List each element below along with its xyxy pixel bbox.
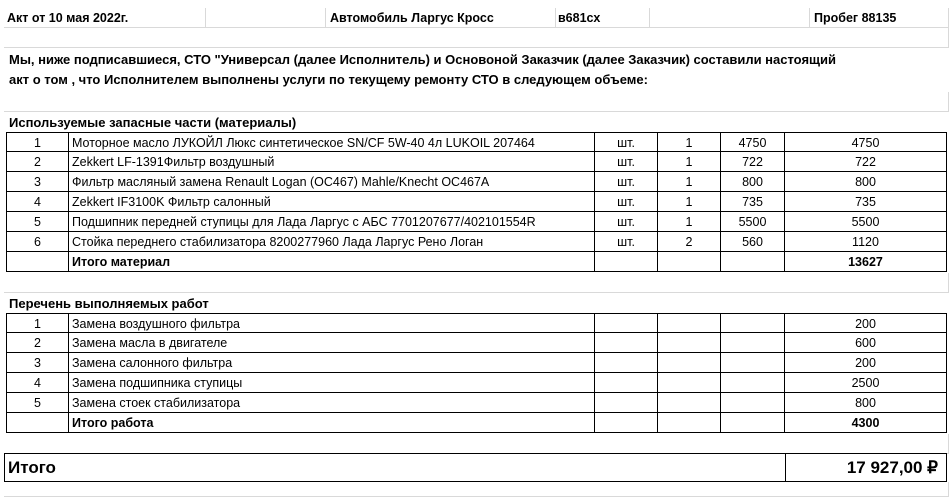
works-section-title[interactable]: Перечень выполняемых работ [9,296,209,311]
work-sum[interactable]: 800 [785,393,947,413]
part-price[interactable]: 735 [721,192,785,212]
part-sum[interactable]: 735 [785,192,947,212]
table-row [0,353,949,373]
part-price[interactable]: 800 [721,172,785,192]
part-qty[interactable]: 2 [658,232,721,252]
work-sum[interactable]: 200 [785,313,947,333]
table-row [0,192,949,212]
work-sum[interactable]: 200 [785,353,947,373]
row-number[interactable]: 4 [6,192,69,212]
car-model[interactable]: Автомобиль Ларгус Кросс [326,8,556,28]
parts-total-label[interactable]: Итого материал [69,252,595,272]
table-row [0,172,949,192]
part-qty[interactable]: 1 [658,152,721,172]
table-row [0,333,949,353]
table-row [0,212,949,232]
works-total-label[interactable]: Итого работа [69,413,595,433]
part-unit[interactable]: шт. [595,212,658,232]
row-number[interactable]: 2 [6,152,69,172]
work-name[interactable]: Замена подшипника ступицы [69,373,595,393]
part-price[interactable]: 4750 [721,132,785,152]
part-sum[interactable]: 5500 [785,212,947,232]
part-price[interactable]: 5500 [721,212,785,232]
part-name[interactable]: Моторное масло ЛУКОЙЛ Люкс синтетическое SN/CF 5W-40 4л LUKOIL 207464 [69,132,595,152]
works-total-value[interactable]: 4300 [785,413,947,433]
row-number[interactable]: 2 [6,333,69,353]
part-sum[interactable]: 4750 [785,132,947,152]
works-total-row [0,413,949,433]
part-unit[interactable]: шт. [595,192,658,212]
mileage[interactable]: Пробег 88135 [810,8,949,28]
row-number[interactable]: 1 [6,132,69,152]
part-qty[interactable]: 1 [658,212,721,232]
row-number[interactable]: 1 [6,313,69,333]
parts-section-title[interactable]: Используемые запасные части (материалы) [9,115,297,130]
work-name[interactable]: Замена стоек стабилизатора [69,393,595,413]
parts-total-row [0,252,949,272]
part-name[interactable]: Стойка переднего стабилизатора 8200277960 Лада Ларгус Рено Логан [69,232,595,252]
part-qty[interactable]: 1 [658,132,721,152]
parts-total-value[interactable]: 13627 [785,252,947,272]
car-plate[interactable]: в681сх [556,8,650,28]
table-row [0,232,949,252]
row-number[interactable]: 3 [6,353,69,373]
row-number[interactable]: 5 [6,212,69,232]
part-price[interactable]: 722 [721,152,785,172]
table-row [0,373,949,393]
row-number[interactable]: 5 [6,393,69,413]
row-number[interactable]: 4 [6,373,69,393]
row-number[interactable]: 3 [6,172,69,192]
table-row [0,313,949,333]
part-sum[interactable]: 800 [785,172,947,192]
part-qty[interactable]: 1 [658,192,721,212]
work-name[interactable]: Замена салонного фильтра [69,353,595,373]
header-row [0,8,949,28]
intro-line-2[interactable]: акт о том , что Исполнителем выполнены услуги по текущему ремонту СТО в следующем объеме: [9,72,648,87]
part-name[interactable]: Zekkert IF3100K Фильтр салонный [69,192,595,212]
grand-total-label[interactable]: Итого [4,453,786,482]
part-name[interactable]: Фильтр масляный замена Renault Logan (OC467) Mahle/Knecht OC467A [69,172,595,192]
part-unit[interactable]: шт. [595,132,658,152]
table-row [0,152,949,172]
work-sum[interactable]: 2500 [785,373,947,393]
part-unit[interactable]: шт. [595,232,658,252]
row-number[interactable]: 6 [6,232,69,252]
part-name[interactable]: Zekkert LF-1391Фильтр воздушный [69,152,595,172]
act-date[interactable]: Акт от 10 мая 2022г. [4,8,206,28]
table-row [0,132,949,152]
part-unit[interactable]: шт. [595,172,658,192]
part-name[interactable]: Подшипник передней ступицы для Лада Ларгус с АБС 7701207677/402101554R [69,212,595,232]
work-name[interactable]: Замена воздушного фильтра [69,313,595,333]
part-price[interactable]: 560 [721,232,785,252]
intro-line-1[interactable]: Мы, ниже подписавшиеся, СТО "Универсал (далее Исполнитель) и Основоной Заказчик (далее Заказчик) составили настоящий [9,52,836,67]
work-name[interactable]: Замена масла в двигателе [69,333,595,353]
grand-total-row [0,453,949,482]
part-unit[interactable]: шт. [595,152,658,172]
table-row [0,393,949,413]
part-qty[interactable]: 1 [658,172,721,192]
work-sum[interactable]: 600 [785,333,947,353]
part-sum[interactable]: 722 [785,152,947,172]
part-sum[interactable]: 1120 [785,232,947,252]
grand-total-value[interactable]: 17 927,00 ₽ [786,453,947,482]
